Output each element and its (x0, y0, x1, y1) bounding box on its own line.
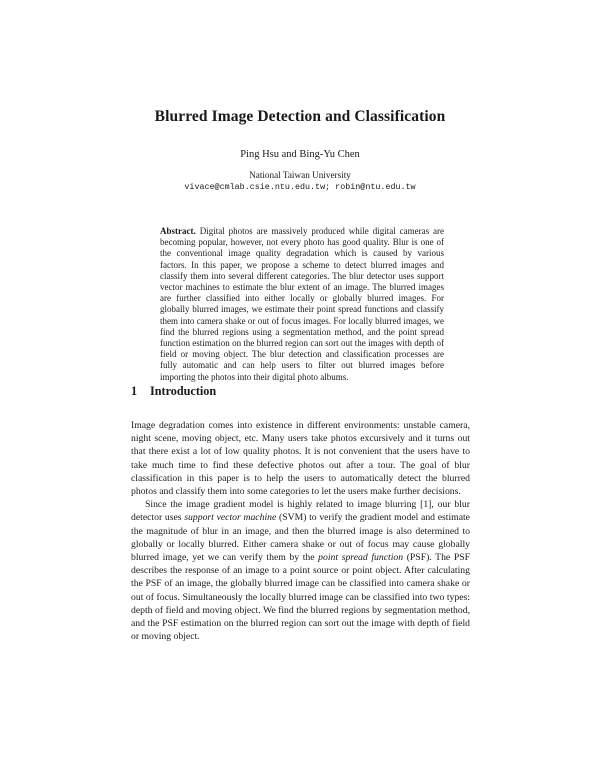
intro-p2-part-c: (PSF). The PSF describes the response of an image to a point source or point object. After calculating the PSF of an image, the globally blurred image can be classified into camera shake or out of focus. Simultaneously the locally blurred image can be classified into two types: depth of field and moving object. We find the blurred regions by segmentation method, and the PSF estimation on the blurred region can sort out the image with depth of field or moving object. (131, 552, 470, 643)
abstract-text: Digital photos are massively produced while digital cameras are becoming popular, however, not every photo has good quality. Blur is one of the conventional image quality degradation which is caused by various factors. In this paper, we propose a scheme to detect blurred images and classify them into several different categories. The blur detector uses support vector machines to estimate the blur extent of an image. The blurred images are further classified into either locally or globally blurred images. For globally blurred images, we estimate their point spread functions and classify them into camera shake or out of focus images. For locally blurred images, we find the blurred regions using a segmentation method, and the point spread function estimation on the blurred region can sort out the images with depth of field or moving object. The blur detection and classification processes are fully automatic and can help users to filter out blurred images before importing the photos into their digital photo albums. (160, 226, 445, 382)
abstract-label: Abstract. (160, 226, 196, 236)
section-title: Introduction (150, 384, 217, 398)
affiliation: National Taiwan University (249, 170, 351, 180)
intro-p2-part-a: Since the image gradient model is highly related to image blurring [1], our blur detector uses (131, 499, 470, 524)
section-number: 1 (131, 384, 138, 398)
term-svm: support vector machine (184, 512, 277, 524)
paper-title: Blurred Image Detection and Classification (154, 108, 446, 125)
author-emails: vivace@cmlab.csie.ntu.edu.tw; robin@ntu.edu.tw (184, 182, 416, 192)
intro-paragraph-1: Image degradation comes into existence in different environments: unstable camera, night scene, moving object, etc. Many users take photos excursively and it turns out that there exist a lot of low quality photos. It is not convenient that the users have to take much time to find these defective photos out after a tour. The goal of blur classification in this paper is to help the users to automatically detect the blurred photos and classify them into some categories to let the users make further decisions. (131, 420, 470, 498)
intro-paragraph-2 (131, 498, 470, 643)
introduction-body (131, 419, 470, 643)
term-psf: point spread function (318, 552, 404, 564)
authors: Ping Hsu and Bing-Yu Chen (240, 149, 360, 160)
section-heading (131, 384, 216, 399)
intro-p2-part-b: (SVM) to verify the gradient model and estimate the magnitude of blur in an image, and then the blurred image is also determined to globally or locally blurred. Either camera shake or out of focus may cause globally blurred image, yet we can verify them by the (131, 512, 470, 564)
abstract (160, 226, 444, 383)
